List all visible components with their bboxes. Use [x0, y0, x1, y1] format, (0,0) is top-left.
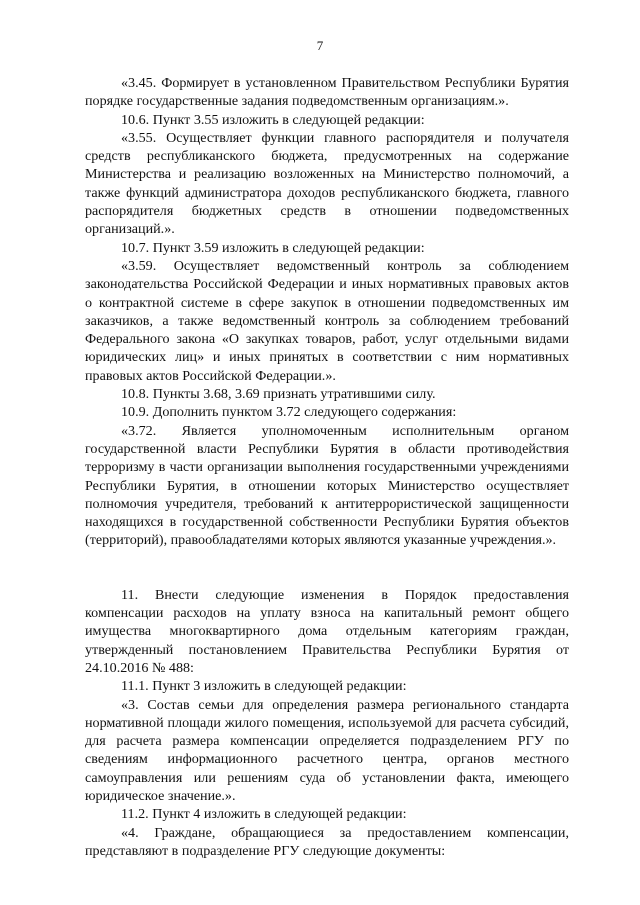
paragraph-3-55: «3.55. Осуществляет функции главного распорядителя и получателя средств республиканского бюджета, предусмотренных на содержание Министерства и реализацию возложенных на Министерство полномочий, а также функций администратора доходов республиканского бюджета, главного распорядителя бюджетных средств в отношении подведомственных организаций.». [85, 129, 569, 238]
paragraph-3-45: «3.45. Формирует в установленном Правительством Республики Бурятия порядке государственные задания подведомственным организациям.». [85, 75, 569, 110]
page-number: 7 [316, 38, 324, 53]
paragraph-10-7: 10.7. Пункт 3.59 изложить в следующей редакции: [121, 239, 425, 256]
paragraph-11-2: 11.2. Пункт 4 изложить в следующей редакции: [121, 806, 407, 823]
paragraph-3-59: «3.59. Осуществляет ведомственный контроль за соблюдением законодательства Российской Федерации и иных нормативных правовых актов о контрактной системе в сфере закупок в отношении подведомственных им заказчиков, а также ведомственный контроль за соблюдением требований Федерального закона «О закупках товаров, работ, услуг отдельными видами юридических лиц» и иных принятых в соответствии с ним нормативных правовых актов Российской Федерации.». [85, 257, 569, 384]
paragraph-10-8: 10.8. Пункты 3.68, 3.69 признать утратившими силу. [121, 386, 436, 403]
paragraph-10-6: 10.6. Пункт 3.55 изложить в следующей редакции: [121, 111, 425, 128]
paragraph-3-72: «3.72. Является уполномоченным исполнительным органом государственной власти Республики Бурятия в области противодействия терроризму в части организации выполнения государственными учреждениями Республики Бурятия, в отношении которых Министерство осуществляет полномочия учредителя, требований к антитеррористической защищенности находящихся в государственной собственности Республики Бурятия объектов (территорий), правообладателями которых являются указанные учреждения.». [85, 422, 569, 549]
paragraph-3: «3. Состав семьи для определения размера регионального стандарта нормативной площади жилого помещения, используемой для расчета субсидий, для расчета размера компенсации определяется подразделением РГУ по сведениям информационного расчетного центра, органов местного самоуправления или решениям суда об установлении факта, имеющего юридическое значение.». [85, 696, 569, 804]
document-body [85, 74, 569, 860]
paragraph-4: «4. Граждане, обращающиеся за предоставлением компенсации, представляют в подразделение РГУ следующие документы: [85, 824, 569, 859]
paragraph-10-9: 10.9. Дополнить пунктом 3.72 следующего содержания: [121, 404, 457, 421]
paragraph-11: 11. Внести следующие изменения в Порядок предоставления компенсации расходов на уплату взноса на капитальный ремонт общего имущества многоквартирного дома отдельным категориям граждан, утвержденный постановлением Правительства Республики Бурятия от 24.10.2016 № 488: [85, 586, 569, 676]
section-gap [85, 550, 569, 586]
paragraph-11-1: 11.1. Пункт 3 изложить в следующей редакции: [121, 678, 407, 695]
